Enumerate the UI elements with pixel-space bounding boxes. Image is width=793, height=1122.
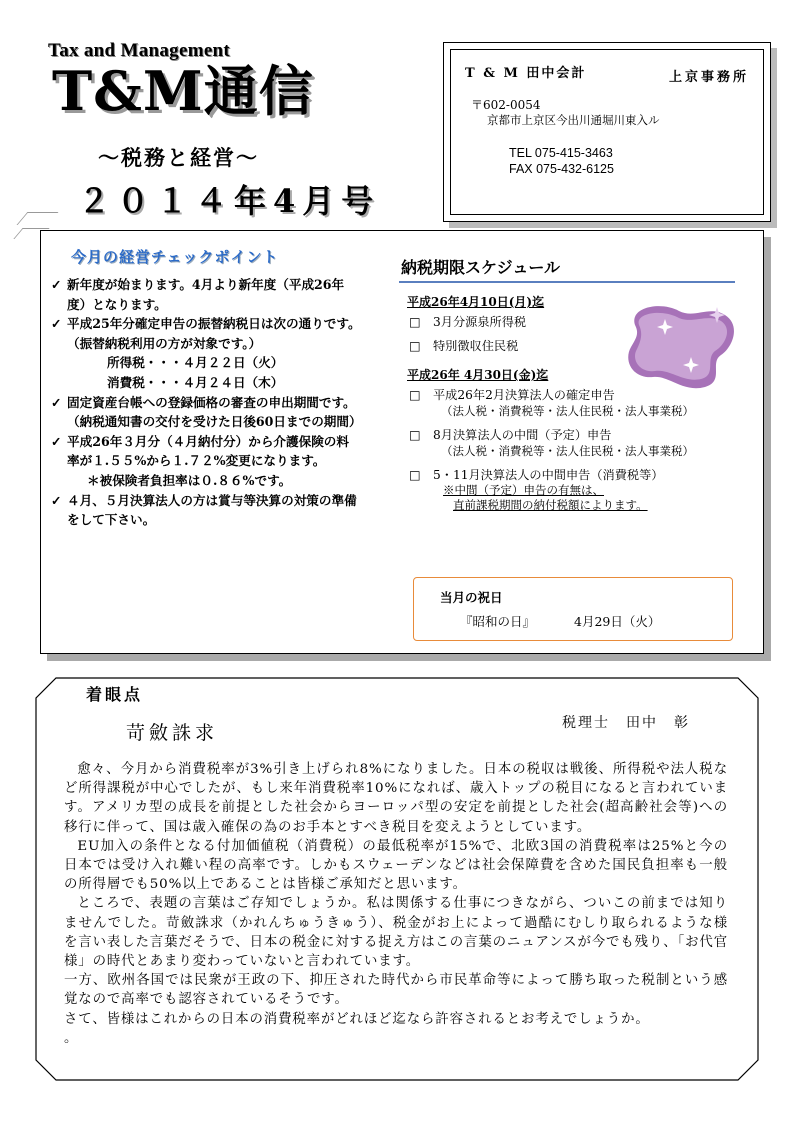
office-fax: FAX 075-432-6125 bbox=[509, 162, 614, 176]
schedule-note-line: ※中間（予定）申告の有無は、 bbox=[443, 483, 604, 497]
schedule-list bbox=[407, 291, 747, 513]
checkmark-icon: ✓ bbox=[51, 433, 62, 449]
postal-code: 〒602-0054 bbox=[471, 98, 541, 112]
schedule-note bbox=[407, 483, 747, 498]
office-info-inner bbox=[450, 49, 764, 215]
checkpoint-item bbox=[51, 491, 361, 530]
checkpoint-item bbox=[51, 275, 361, 314]
schedule-note bbox=[407, 498, 747, 513]
issue-date: ２０１４年4月号 bbox=[78, 182, 381, 220]
schedule-item-label: 5・11月決算法人の中間申告（消費税等） bbox=[433, 468, 664, 482]
due-date-1: 平成26年4月10日(月)迄 bbox=[407, 295, 545, 309]
checkpoint-item bbox=[51, 314, 361, 353]
income-tax-date: 所得税・・・４月２２日（火） bbox=[107, 355, 284, 371]
schedule-item-sub: （法人税・消費税等・法人住民税・法人事業税） bbox=[441, 404, 694, 418]
masthead-tagline: Tax and Management bbox=[48, 40, 231, 61]
schedule-item-label: 8月決算法人の中間（予定）申告 bbox=[433, 428, 612, 442]
corner-decoration bbox=[17, 212, 59, 225]
checkmark-icon: ✓ bbox=[51, 394, 62, 410]
schedule-title: 納税期限スケジュール bbox=[401, 258, 561, 277]
column-paragraph: 。 bbox=[64, 1030, 79, 1046]
schedule-item-label: 3月分源泉所得税 bbox=[433, 315, 527, 329]
holiday-date: 4月29日（火） bbox=[574, 614, 661, 629]
checkpoint-list bbox=[51, 275, 361, 530]
office-tel: TEL 075-415-3463 bbox=[509, 146, 613, 160]
schedule-item-sub: （法人税・消費税等・法人住民税・法人事業税） bbox=[441, 444, 694, 458]
checkpoint-item bbox=[51, 432, 361, 471]
checkbox-icon: □ bbox=[409, 315, 421, 329]
schedule-item bbox=[407, 467, 747, 483]
checkpoint-text: 新年度が始まります。4月より新年度（平成26年度）となります。 bbox=[67, 277, 345, 312]
schedule-divider bbox=[399, 281, 735, 283]
schedule-item-label: 特別徴収住民税 bbox=[433, 339, 519, 353]
masthead-subtitle: ～税務と経営～ bbox=[98, 145, 259, 170]
checkbox-icon: □ bbox=[409, 468, 421, 482]
checkmark-icon: ✓ bbox=[51, 316, 62, 332]
checkpoint-title: 今月の経営チェックポイント bbox=[71, 248, 279, 266]
monthly-info-box bbox=[40, 230, 764, 654]
checkbox-icon: □ bbox=[409, 388, 421, 402]
holiday-title: 当月の祝日 bbox=[440, 590, 503, 605]
checkpoint-text: 平成26年３月分（４月納付分）から介護保険の料率が１.５５%から１.７２%変更になります。 bbox=[67, 433, 349, 469]
checkmark-icon: ✓ bbox=[51, 492, 62, 508]
schedule-item-label: 平成26年2月決算法人の確定申告 bbox=[433, 388, 615, 402]
masthead-title: T&M通信 bbox=[52, 59, 314, 123]
insured-rate-note: ＊被保険者負担率は０.８６%です。 bbox=[87, 472, 292, 488]
column-heading: 着眼点 bbox=[86, 685, 144, 704]
checkmark-icon: ✓ bbox=[51, 277, 62, 292]
column-paragraph: EU加入の条件となる付加価値税（消費税）の最低税率が15%で、北欧3国の消費税率は25%と今の日本では受け入れ難い程の高率です。しかもスウェーデンなどは社会保障費を含めた国民負担率も一般の所得層でも50%以上であることは皆様ご承知だと思います。 bbox=[64, 838, 728, 893]
holiday-name: 『昭和の日』 bbox=[460, 614, 536, 629]
checkpoint-text: ４月、５月決算法人の方は賞与等決算の対策の準備をして下さい。 bbox=[67, 492, 357, 528]
column-title: 苛斂誅求 bbox=[126, 722, 219, 744]
schedule-item bbox=[407, 427, 747, 459]
column-author: 税理士 田中 彰 bbox=[562, 715, 690, 731]
column-paragraph: ところで、表題の言葉はご存知でしょうか。私は関係する仕事につきながら、ついこの前までは知りませんでした。苛斂誅求（かれんちゅうきゅう）、税金がお上によって過酷にむしり取られるような様を言い表した言葉だそうで、日本の税金に対する捉え方はこの言葉のニュアンスが今でも残り、「お代官様」の時代とあまり変わっていないと言われています。 bbox=[64, 896, 728, 970]
checkbox-icon: □ bbox=[409, 428, 421, 442]
holiday-box bbox=[413, 577, 733, 641]
schedule-item bbox=[407, 387, 747, 419]
consumption-tax-date: 消費税・・・４月２４日（木） bbox=[107, 374, 284, 390]
firm-name: T & M 田中会計 bbox=[465, 66, 587, 81]
column-paragraph: さて、皆様はこれからの日本の消費税率がどれほど迄なら許容されるとお考えでしょうか。 bbox=[64, 1011, 650, 1027]
due-date-2: 平成26年 4月30日(金)迄 bbox=[407, 368, 549, 382]
column-paragraph: 一方、欧州各国では民衆が王政の下、抑圧された時代から市民革命等によって勝ち取った税制という感覚なので高率でも認容されているそうです。 bbox=[64, 973, 728, 1008]
office-info-box bbox=[443, 42, 771, 222]
column-body bbox=[64, 760, 728, 1048]
schedule-item bbox=[407, 314, 747, 330]
checkpoint-text: 固定資産台帳への登録価格の審査の申出期間です。（納税通知書の交付を受けた日後60日までの期間） bbox=[67, 394, 362, 430]
schedule-item bbox=[407, 338, 747, 354]
column-paragraph: 愈々、今月から消費税率が3%引き上げられ8%になりました。日本の税収は戦後、所得税や法人税など所得課税が中心でしたが、もし来年消費税率10%になれば、歳入トップの税目になると言われています。アメリカ型の成長を前提とした社会からヨーロッパ型の安定を前提とした社会(超高齢社会等)への移行に伴って、国は歳入確保の為のお手本とすべき税目を変えようとしています。 bbox=[64, 762, 728, 835]
checkbox-icon: □ bbox=[409, 339, 421, 353]
schedule-note-line: 直前課税期間の納付税額によります。 bbox=[453, 498, 648, 512]
checkpoint-item bbox=[51, 393, 361, 432]
checkpoint-text: 平成25年分確定申告の振替納税日は次の通りです。（振替納税利用の方が対象です。） bbox=[67, 316, 361, 351]
office-address: 京都市上京区今出川通堀川東入ル bbox=[487, 113, 660, 127]
branch-name: 上京事務所 bbox=[668, 70, 749, 85]
